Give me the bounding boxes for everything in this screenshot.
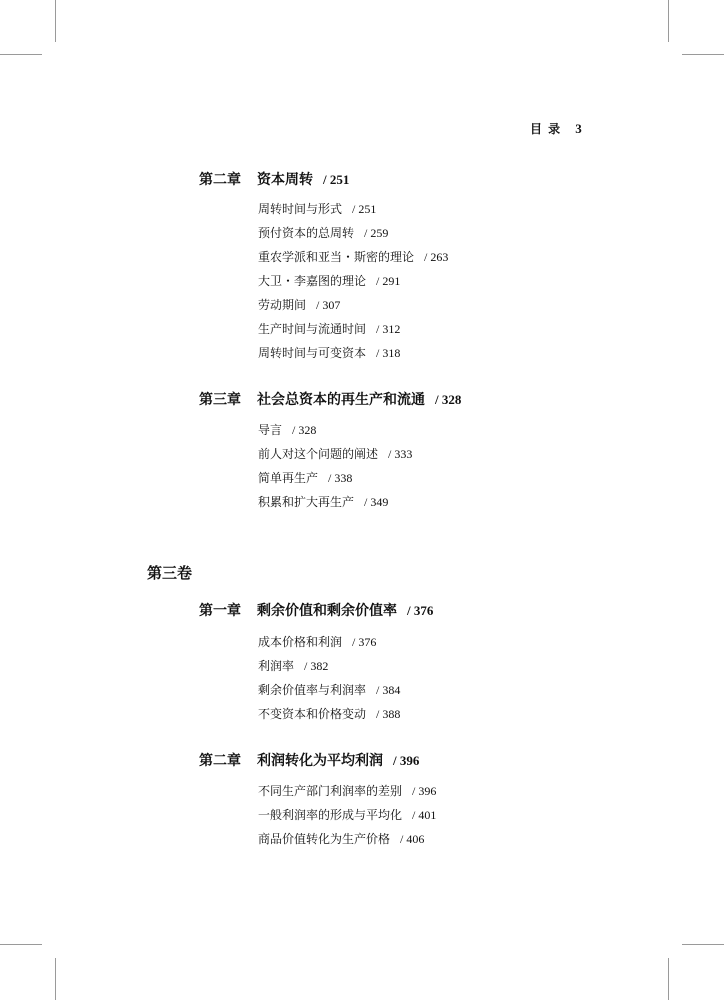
entry-title: 成本价格和利润 bbox=[258, 635, 343, 649]
crop-mark bbox=[668, 0, 669, 42]
page-number: 3 bbox=[575, 121, 583, 136]
running-head-title: 目 录 bbox=[530, 122, 562, 136]
crop-mark bbox=[55, 958, 56, 1000]
running-head bbox=[530, 120, 583, 137]
entry-page: / 251 bbox=[352, 202, 377, 216]
toc-entry[interactable] bbox=[258, 830, 424, 847]
entry-title: 导言 bbox=[258, 423, 283, 437]
entry-page: / 291 bbox=[376, 274, 401, 288]
entry-page: / 401 bbox=[412, 808, 437, 822]
entry-page: / 376 bbox=[352, 635, 377, 649]
toc-chapter[interactable] bbox=[199, 389, 461, 409]
toc-entry[interactable] bbox=[258, 248, 448, 265]
entry-title: 大卫・李嘉图的理论 bbox=[258, 274, 367, 288]
entry-page: / 338 bbox=[328, 471, 353, 485]
chapter-number: 第三章 bbox=[199, 392, 241, 408]
toc-entry[interactable] bbox=[258, 200, 376, 217]
chapter-title: 社会总资本的再生产和流通 bbox=[257, 392, 425, 408]
toc-entry[interactable] bbox=[258, 705, 400, 722]
entry-title: 重农学派和亚当・斯密的理论 bbox=[258, 250, 415, 264]
toc-entry[interactable] bbox=[258, 681, 400, 698]
entry-title: 前人对这个问题的阐述 bbox=[258, 447, 379, 461]
toc-entry[interactable] bbox=[258, 657, 328, 674]
entry-title: 剩余价值率与利润率 bbox=[258, 683, 367, 697]
entry-title: 简单再生产 bbox=[258, 471, 319, 485]
entry-page: / 263 bbox=[424, 250, 449, 264]
crop-mark bbox=[0, 54, 42, 55]
entry-title: 积累和扩大再生产 bbox=[258, 495, 355, 509]
crop-mark bbox=[55, 0, 56, 42]
entry-page: / 388 bbox=[376, 707, 401, 721]
toc-entry[interactable] bbox=[258, 296, 340, 313]
toc-chapter[interactable] bbox=[199, 169, 349, 189]
entry-page: / 312 bbox=[376, 322, 401, 336]
toc-volume[interactable]: 第三卷 bbox=[147, 564, 193, 582]
entry-title: 商品价值转化为生产价格 bbox=[258, 832, 391, 846]
toc-entry[interactable] bbox=[258, 469, 352, 486]
toc-entry[interactable] bbox=[258, 272, 400, 289]
entry-page: / 307 bbox=[316, 298, 341, 312]
entry-page: / 318 bbox=[376, 346, 401, 360]
chapter-number: 第二章 bbox=[199, 753, 241, 769]
chapter-page: / 376 bbox=[407, 603, 434, 618]
crop-mark bbox=[682, 54, 724, 55]
entry-title: 利润率 bbox=[258, 659, 295, 673]
toc-entry[interactable] bbox=[258, 320, 400, 337]
entry-title: 预付资本的总周转 bbox=[258, 226, 355, 240]
toc-chapter[interactable] bbox=[199, 600, 433, 620]
entry-title: 劳动期间 bbox=[258, 298, 307, 312]
entry-title: 不同生产部门利润率的差别 bbox=[258, 784, 403, 798]
entry-page: / 333 bbox=[388, 447, 413, 461]
chapter-title: 剩余价值和剩余价值率 bbox=[257, 603, 397, 619]
entry-title: 不变资本和价格变动 bbox=[258, 707, 367, 721]
toc-entry[interactable] bbox=[258, 445, 412, 462]
entry-title: 一般利润率的形成与平均化 bbox=[258, 808, 403, 822]
entry-page: / 328 bbox=[292, 423, 317, 437]
entry-page: / 384 bbox=[376, 683, 401, 697]
toc-entry[interactable] bbox=[258, 633, 376, 650]
chapter-page: / 251 bbox=[323, 172, 350, 187]
toc-entry[interactable] bbox=[258, 421, 316, 438]
toc-entry[interactable] bbox=[258, 782, 436, 799]
chapter-title: 利润转化为平均利润 bbox=[257, 753, 383, 769]
entry-page: / 406 bbox=[400, 832, 425, 846]
entry-title: 周转时间与可变资本 bbox=[258, 346, 367, 360]
chapter-page: / 396 bbox=[393, 753, 420, 768]
toc-entry[interactable] bbox=[258, 806, 436, 823]
crop-mark bbox=[0, 944, 42, 945]
toc-entry[interactable] bbox=[258, 493, 388, 510]
crop-mark bbox=[668, 958, 669, 1000]
entry-page: / 382 bbox=[304, 659, 329, 673]
entry-page: / 349 bbox=[364, 495, 389, 509]
entry-page: / 396 bbox=[412, 784, 437, 798]
entry-title: 周转时间与形式 bbox=[258, 202, 343, 216]
entry-title: 生产时间与流通时间 bbox=[258, 322, 367, 336]
crop-mark bbox=[682, 944, 724, 945]
chapter-number: 第一章 bbox=[199, 603, 241, 619]
chapter-title: 资本周转 bbox=[257, 172, 313, 188]
toc-entry[interactable] bbox=[258, 344, 400, 361]
toc-chapter[interactable] bbox=[199, 750, 419, 770]
entry-page: / 259 bbox=[364, 226, 389, 240]
chapter-number: 第二章 bbox=[199, 172, 241, 188]
toc-entry[interactable] bbox=[258, 224, 388, 241]
chapter-page: / 328 bbox=[435, 392, 462, 407]
